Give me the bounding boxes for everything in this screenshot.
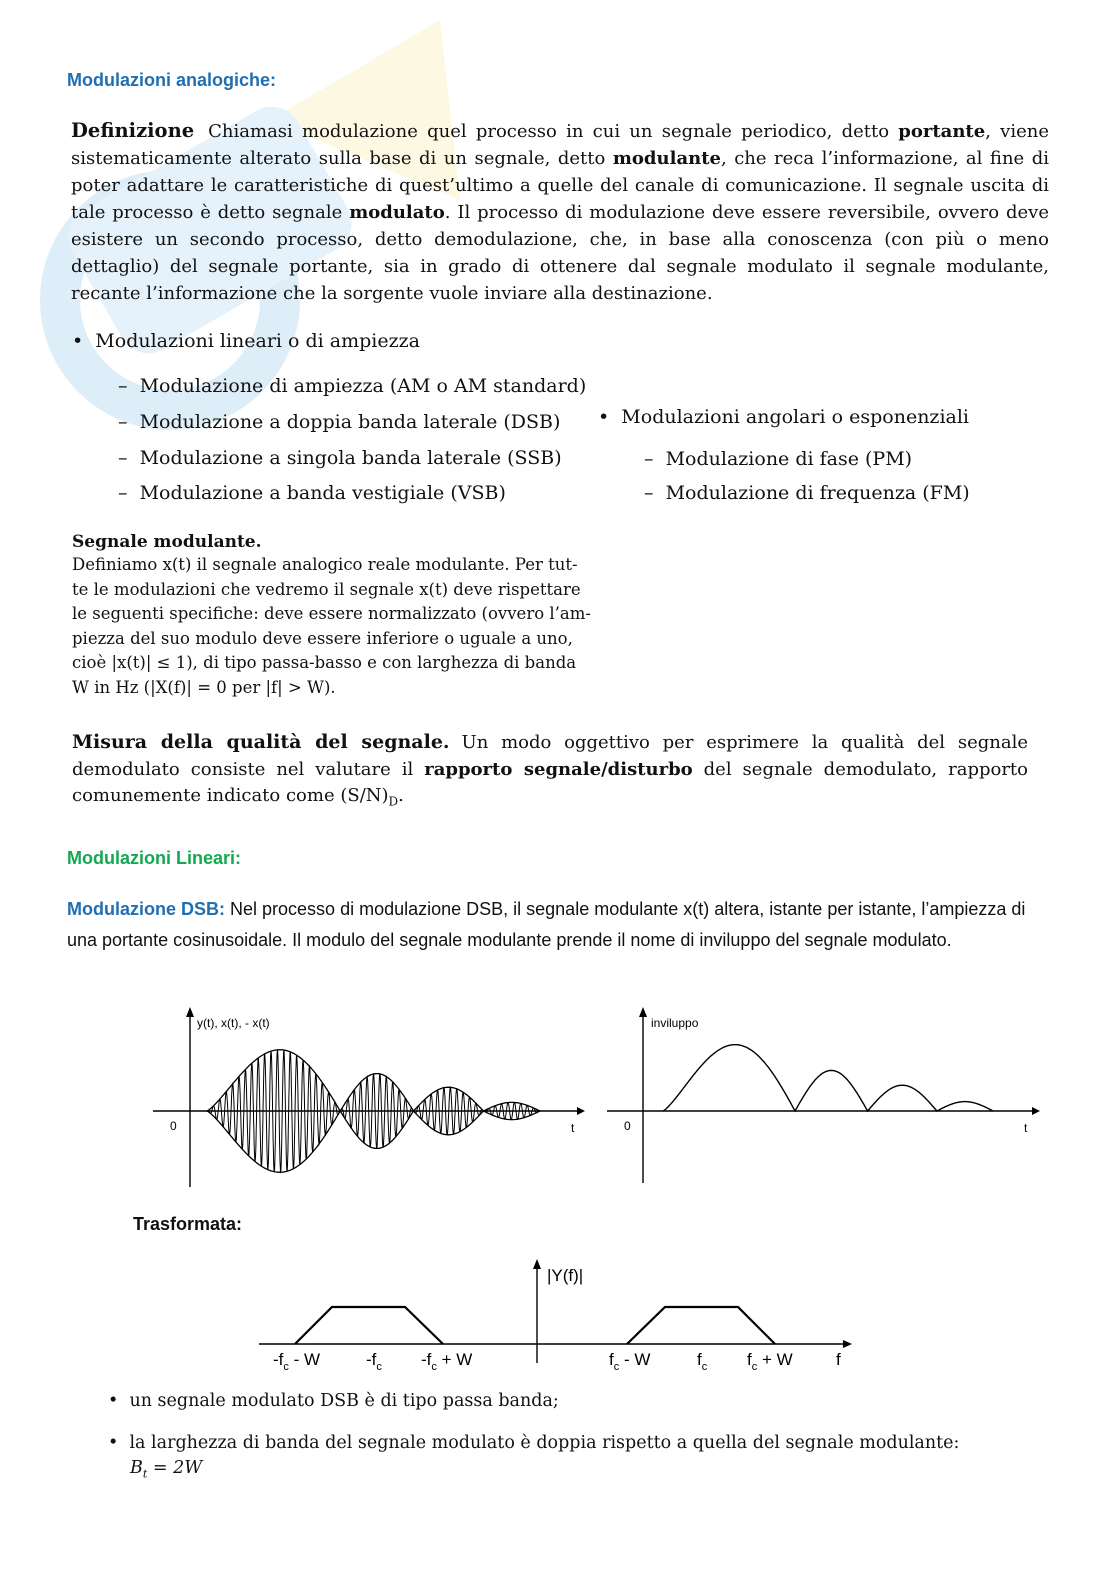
tick-fc-minus-w: $f_c$ - W [609,1350,651,1373]
plot-left-xlabel: t [571,1121,575,1135]
list-item: – Modulazione a doppia banda laterale (DSB) [118,411,561,433]
definition-label: Definizione [71,119,195,142]
spectrum-ylabel: |Y(f)| [547,1266,584,1285]
list-item: – Modulazione a singola banda laterale (SSB) [118,447,562,469]
x-axis-arrow [1032,1107,1040,1115]
x-axis-arrow [577,1107,585,1115]
positive-band [627,1307,775,1344]
bullet-item: • un segnale modulato DSB è di tipo passa banda; [108,1391,559,1411]
plot-right-xlabel: t [1024,1121,1028,1135]
misura-title: Misura della qualità del segnale. [72,731,450,753]
plot-left-origin: 0 [170,1119,177,1133]
plot-left-ylabel: y(t), x(t), - x(t) [197,1016,270,1030]
bullet-item: • la larghezza di banda del segnale modulato è doppia rispetto a quella del segnale modulante: [108,1433,960,1453]
section-heading-analog: Modulazioni analogiche: [67,70,277,90]
tick-neg-fc: $-f_c$ [366,1350,382,1373]
list-title-angular: • Modulazioni angolari o esponenziali [598,406,970,428]
plot-right-origin: 0 [624,1119,631,1133]
tick-f: f [836,1350,841,1369]
f-axis-arrow [843,1340,852,1348]
list-item: – Modulazione di frequenza (FM) [644,482,970,504]
tick-fc: $f_c$ [697,1350,708,1373]
tick-neg-fc-plus-w: $-f_c + W$ [421,1350,473,1373]
list-title-linear: • Modulazioni lineari o di ampiezza [72,330,420,352]
dsb-signal-plot [145,1005,585,1195]
y-axis-arrow [639,1007,647,1017]
y-axis-arrow [533,1259,541,1269]
spectrum-plot [255,1255,865,1380]
tick-neg-fc-minus-w: $-f_c$ - W [273,1350,321,1373]
negative-band [295,1307,443,1344]
segnale-modulante-text: Definiamo x(t) il segnale analogico reale modulante. Per tut- te le modulazioni che vedremo il segnale x(t) deve rispettare le seguenti specifiche: deve essere normalizzato (ovvero l’am- piezza del suo modulo deve essere inferiore o uguale a uno, cioè |x(t)| ≤ 1), di tipo passa-basso e con larghezza di banda W in Hz (|X(f)| = 0 per |f| > W). [72,555,591,697]
y-axis-arrow [186,1007,194,1017]
envelope-curve [663,1045,993,1111]
section-heading-linear: Modulazioni Lineari: [67,848,241,868]
dsb-title: Modulazione DSB: [67,899,225,919]
plot-right-ylabel: inviluppo [651,1016,699,1030]
list-item: – Modulazione di ampiezza (AM o AM standard) [118,375,587,397]
misura-paragraph: Misura della qualità del segnale. Un modo oggettivo per esprimere la qualità del segnale demodulato consiste nel valutare il rapporto segnale/disturbo del segnale demodulato, rapporto comunemente indicato come $(S/N)_D$. [72,731,1029,809]
bandwidth-formula: $B_t = 2W$ [130,1458,203,1481]
list-item: – Modulazione a banda vestigiale (VSB) [118,482,506,504]
trasformata-title: Trasformata: [133,1214,243,1234]
envelope-plot [605,1005,1040,1190]
segnale-modulante-title: Segnale modulante. [72,532,262,552]
tick-fc-plus-w: $f_c + W$ [747,1350,793,1373]
definition-paragraph: Definizione Chiamasi modulazione quel processo in cui un segnale periodico, detto portante, viene sistematicamente alterato sulla base di un segnale, detto modulante, che reca l’informazione, al fine di poter adattare le caratteristiche di quest’ultimo a quelle del canale di comunicazione. Il segnale uscita di tale processo è detto segnale modulato. Il processo di modulazione deve essere reversibile, ovvero deve esistere un secondo processo, detto demodulazione, che, in base alla conoscenza (con più o meno dettaglio) del segnale portante, sia in grado di ottenere dal segnale modulato il segnale modulante, recante l’informazione che la sorgente vuole inviare alla destinazione. [71,119,1049,304]
list-item: – Modulazione di fase (PM) [644,448,913,470]
dsb-paragraph: Modulazione DSB: Nel processo di modulazione DSB, il segnale modulante x(t) altera, istante per istante, l’ampiezza di una portante cosinusoidale. Il modulo del segnale modulante prende il nome di inviluppo del segnale modulato. [67,899,1026,950]
